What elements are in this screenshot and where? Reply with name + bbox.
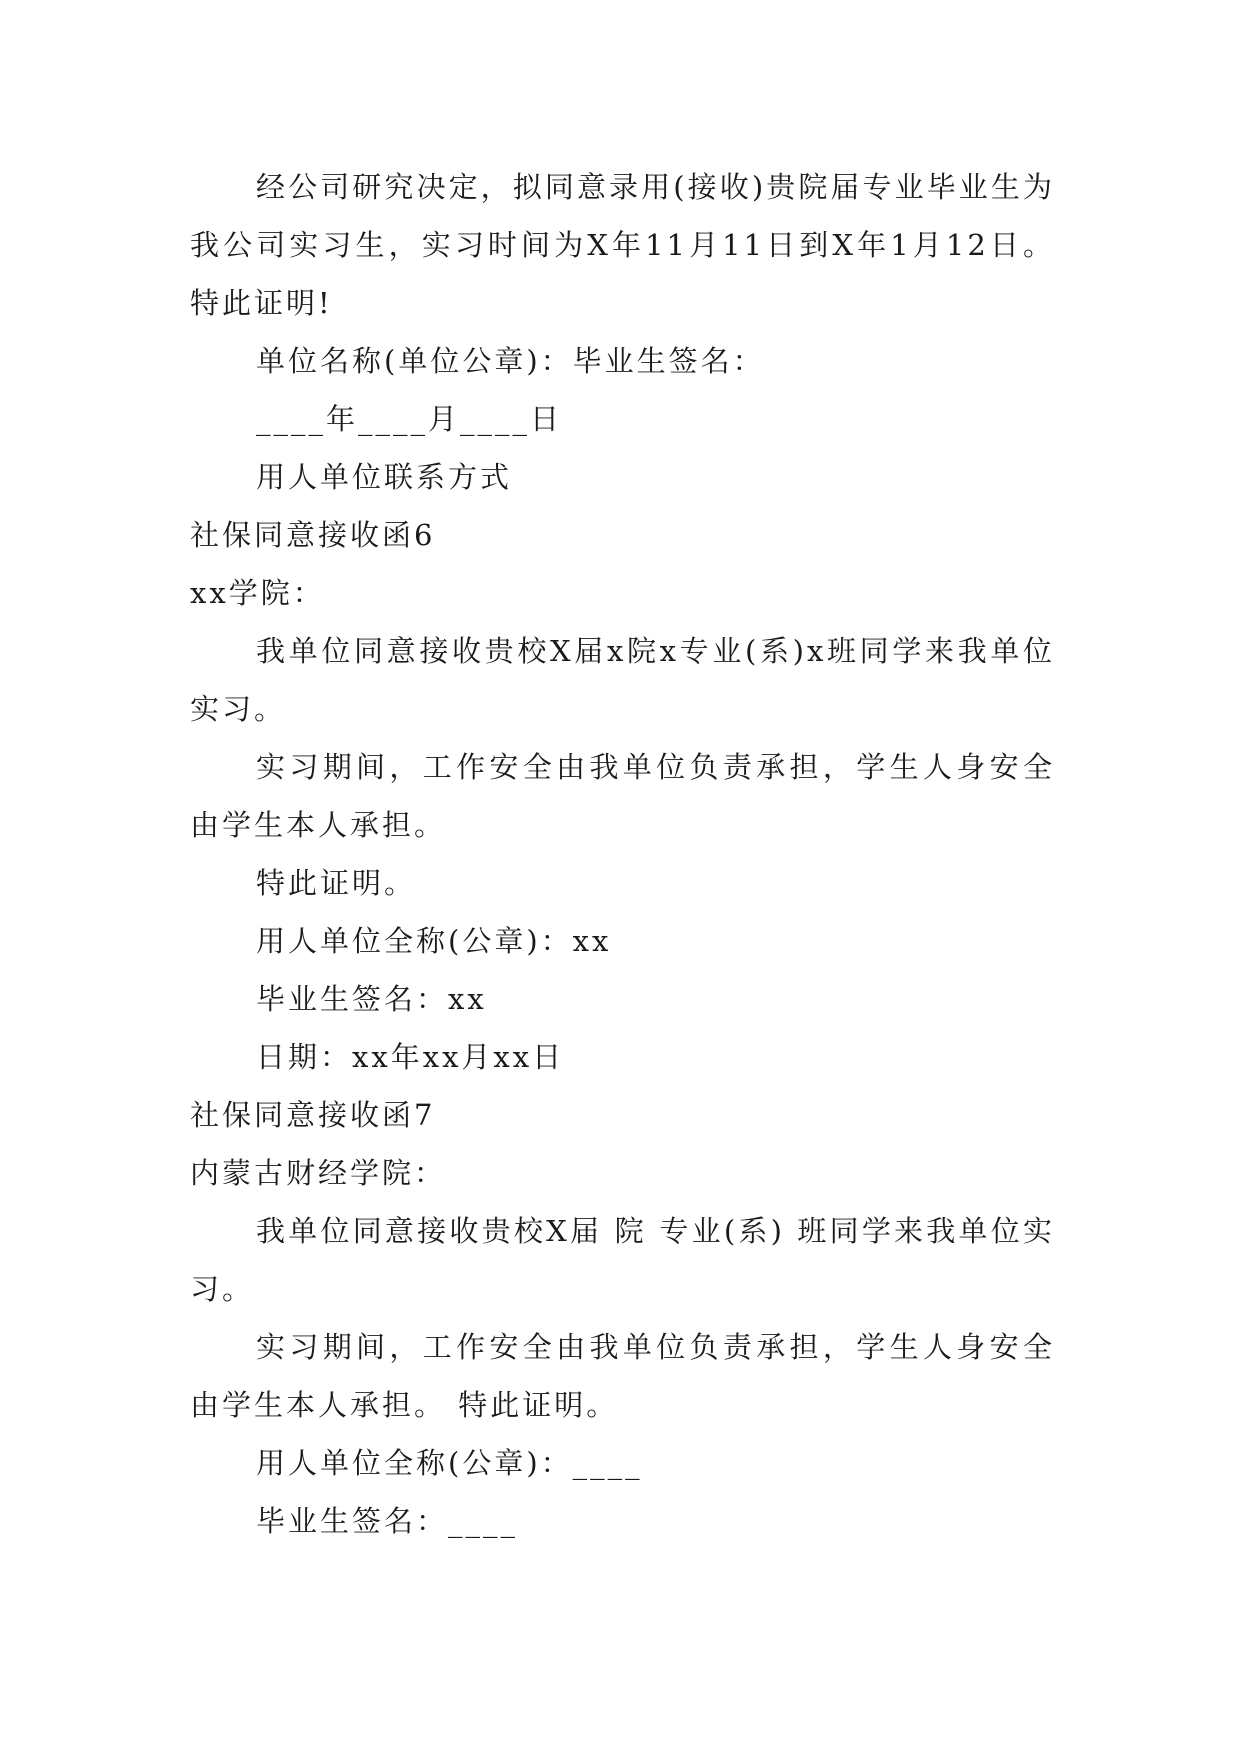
paragraph-unit-name-signature: 单位名称(单位公章)：毕业生签名：: [256, 344, 765, 378]
paragraph-safety-6: 实习期间，工作安全由我单位负责承担，学生人身安全由学生本人承担。: [190, 750, 1055, 842]
section-heading-7: 社保同意接收函7: [190, 1098, 436, 1132]
paragraph-acceptance-statement: 经公司研究决定，拟同意录用(接收)贵院届专业毕业生为我公司实习生，实习时间为X年11月11日到X年1月12日。特此证明!: [190, 170, 1055, 320]
paragraph-accept-6: 我单位同意接收贵校X届x院x专业(系)x班同学来我单位实习。: [190, 634, 1055, 726]
paragraph-certify-6: 特此证明。: [256, 866, 417, 900]
paragraph-signature-6: 毕业生签名：xx: [256, 982, 487, 1016]
paragraph-accept-7: 我单位同意接收贵校X届 院 专业(系) 班同学来我单位实习。: [190, 1214, 1055, 1306]
paragraph-unit-fullname-6: 用人单位全称(公章)：xx: [256, 924, 612, 958]
section-heading-6: 社保同意接收函6: [190, 518, 436, 552]
salutation-6: xx学院：: [190, 576, 325, 610]
paragraph-signature-7: 毕业生签名：____: [256, 1504, 519, 1538]
paragraph-safety-7: 实习期间，工作安全由我单位负责承担，学生人身安全由学生本人承担。 特此证明。: [190, 1330, 1055, 1422]
paragraph-contact: 用人单位联系方式: [256, 460, 513, 494]
paragraph-unit-fullname-7: 用人单位全称(公章)：____: [256, 1446, 643, 1480]
paragraph-date-blank: ____年____月____日: [256, 402, 563, 436]
salutation-7: 内蒙古财经学院：: [190, 1156, 447, 1190]
paragraph-date-6: 日期：xx年xx月xx日: [256, 1040, 565, 1074]
document-body: [190, 158, 1055, 1550]
